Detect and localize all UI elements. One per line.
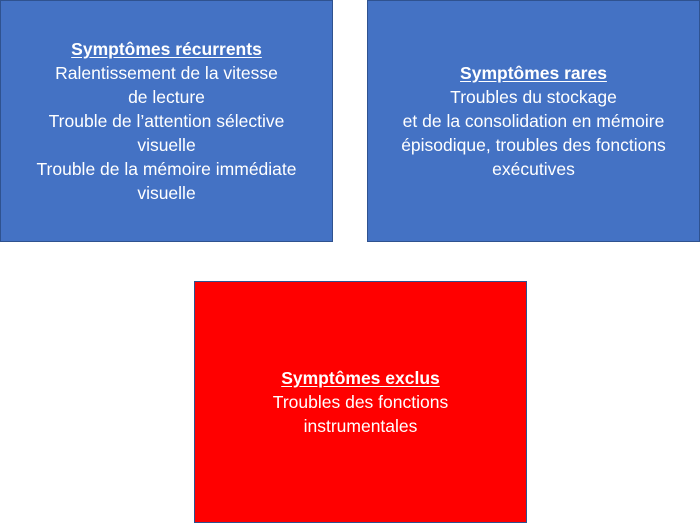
- rare-symptoms-heading: Symptômes rares: [460, 63, 607, 83]
- rare-symptom-line: exécutives: [492, 159, 575, 179]
- recurrent-symptom-line: visuelle: [137, 183, 196, 203]
- rare-symptom-line: épisodique, troubles des fonctions: [401, 135, 666, 155]
- recurrent-symptom-line: de lecture: [128, 87, 205, 107]
- recurrent-symptom-line: Ralentissement de la vitesse: [55, 63, 278, 83]
- recurrent-symptom-line: Trouble de la mémoire immédiate: [36, 159, 297, 179]
- recurrent-symptoms-heading: Symptômes récurrents: [71, 39, 262, 59]
- excluded-symptom-line: Troubles des fonctions: [272, 392, 449, 412]
- recurrent-symptom-line: visuelle: [137, 135, 196, 155]
- rare-symptom-line: et de la consolidation en mémoire: [402, 111, 665, 131]
- rare-symptom-line: Troubles du stockage: [450, 87, 617, 107]
- excluded-symptoms-box: [194, 281, 527, 523]
- recurrent-symptoms-box: [0, 0, 333, 242]
- rare-symptoms-box: [367, 0, 700, 242]
- recurrent-symptom-line: Trouble de l’attention sélective: [48, 111, 285, 131]
- excluded-symptom-line: instrumentales: [303, 416, 418, 436]
- excluded-symptoms-heading: Symptômes exclus: [281, 368, 440, 388]
